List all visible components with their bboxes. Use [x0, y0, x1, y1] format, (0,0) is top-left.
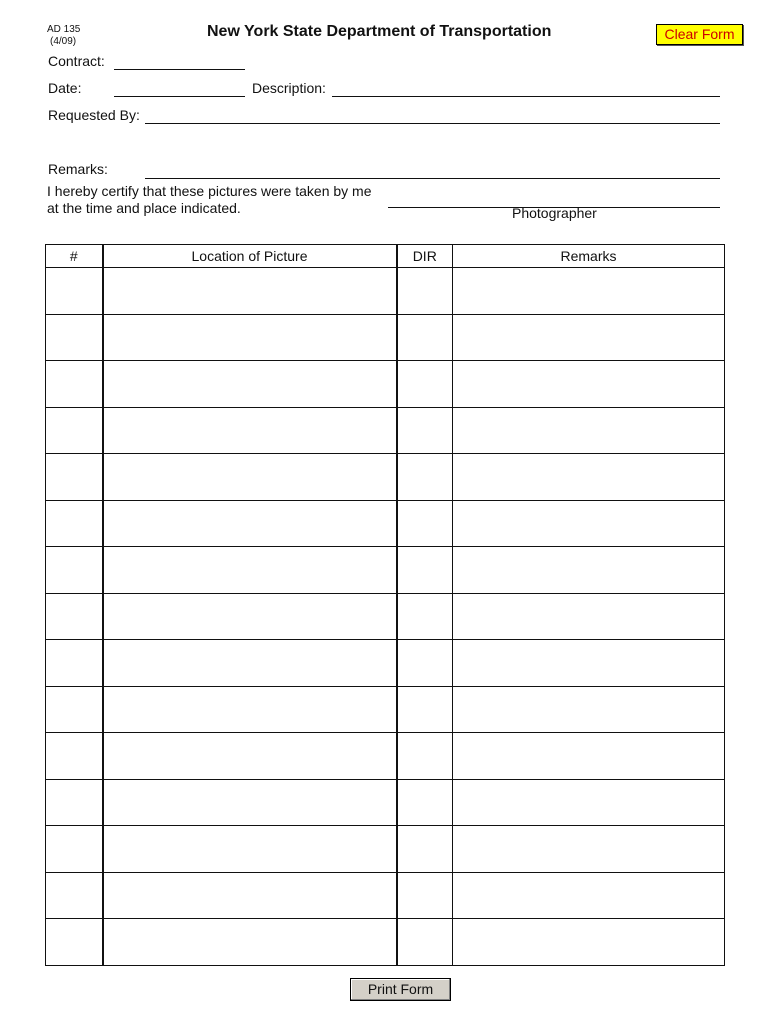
table-row: [46, 454, 725, 501]
location-cell[interactable]: [103, 640, 397, 687]
remarks-cell[interactable]: [453, 547, 725, 594]
number-cell[interactable]: [46, 872, 103, 919]
requested-by-field[interactable]: [145, 123, 720, 124]
number-cell[interactable]: [46, 733, 103, 780]
remarks-cell[interactable]: [453, 454, 725, 501]
location-cell[interactable]: [103, 547, 397, 594]
remarks-cell[interactable]: [453, 314, 725, 361]
print-form-button[interactable]: Print Form: [350, 978, 451, 1001]
location-cell[interactable]: [103, 593, 397, 640]
table-row: [46, 733, 725, 780]
description-label: Description:: [252, 80, 326, 96]
table-row: [46, 826, 725, 873]
number-cell[interactable]: [46, 547, 103, 594]
dir-cell[interactable]: [397, 733, 453, 780]
dir-cell[interactable]: [397, 268, 453, 315]
table-row: [46, 407, 725, 454]
table-row: [46, 779, 725, 826]
remarks-field[interactable]: [145, 178, 720, 179]
certification-text: [47, 183, 387, 217]
dir-cell[interactable]: [397, 640, 453, 687]
clear-form-button[interactable]: Clear Form: [656, 24, 743, 45]
dir-cell[interactable]: [397, 593, 453, 640]
remarks-cell[interactable]: [453, 826, 725, 873]
remarks-cell[interactable]: [453, 361, 725, 408]
remarks-cell[interactable]: [453, 268, 725, 315]
remarks-label: Remarks:: [48, 161, 108, 177]
contract-field[interactable]: [114, 69, 245, 70]
number-cell[interactable]: [46, 779, 103, 826]
dir-cell[interactable]: [397, 826, 453, 873]
number-cell[interactable]: [46, 454, 103, 501]
location-cell[interactable]: [103, 872, 397, 919]
dir-cell[interactable]: [397, 547, 453, 594]
table-row: [46, 500, 725, 547]
form-code: AD 135: [47, 24, 81, 35]
dir-cell[interactable]: [397, 407, 453, 454]
remarks-cell[interactable]: [453, 733, 725, 780]
number-cell[interactable]: [46, 826, 103, 873]
table-row: [46, 872, 725, 919]
location-cell[interactable]: [103, 733, 397, 780]
remarks-cell[interactable]: [453, 640, 725, 687]
table-header-row: [46, 245, 725, 268]
location-cell[interactable]: [103, 686, 397, 733]
table-row: [46, 593, 725, 640]
number-cell[interactable]: [46, 314, 103, 361]
certification-line-2: at the time and place indicated.: [47, 200, 241, 216]
photo-log-table: [45, 244, 725, 966]
location-cell[interactable]: [103, 407, 397, 454]
dir-cell[interactable]: [397, 314, 453, 361]
column-header-number: #: [46, 245, 103, 268]
column-header-location: Location of Picture: [103, 245, 397, 268]
location-cell[interactable]: [103, 919, 397, 966]
dir-cell[interactable]: [397, 919, 453, 966]
requested-by-label: Requested By:: [48, 107, 140, 123]
contract-label: Contract:: [48, 53, 105, 69]
dir-cell[interactable]: [397, 500, 453, 547]
description-field[interactable]: [332, 96, 720, 97]
location-cell[interactable]: [103, 779, 397, 826]
remarks-cell[interactable]: [453, 500, 725, 547]
location-cell[interactable]: [103, 500, 397, 547]
column-header-dir: DIR: [397, 245, 453, 268]
date-label: Date:: [48, 80, 82, 96]
number-cell[interactable]: [46, 919, 103, 966]
dir-cell[interactable]: [397, 872, 453, 919]
page-title: New York State Department of Transportation: [207, 23, 552, 40]
remarks-cell[interactable]: [453, 779, 725, 826]
table-row: [46, 919, 725, 966]
remarks-cell[interactable]: [453, 593, 725, 640]
dir-cell[interactable]: [397, 454, 453, 501]
remarks-cell[interactable]: [453, 407, 725, 454]
remarks-cell[interactable]: [453, 872, 725, 919]
location-cell[interactable]: [103, 826, 397, 873]
number-cell[interactable]: [46, 268, 103, 315]
table-row: [46, 640, 725, 687]
table-row: [46, 268, 725, 315]
dir-cell[interactable]: [397, 361, 453, 408]
remarks-cell[interactable]: [453, 919, 725, 966]
certification-line-1: I hereby certify that these pictures were taken by me: [47, 183, 372, 199]
remarks-cell[interactable]: [453, 686, 725, 733]
number-cell[interactable]: [46, 686, 103, 733]
dir-cell[interactable]: [397, 686, 453, 733]
number-cell[interactable]: [46, 500, 103, 547]
table-body: [46, 268, 725, 966]
location-cell[interactable]: [103, 314, 397, 361]
number-cell[interactable]: [46, 593, 103, 640]
number-cell[interactable]: [46, 640, 103, 687]
table-row: [46, 686, 725, 733]
location-cell[interactable]: [103, 454, 397, 501]
number-cell[interactable]: [46, 361, 103, 408]
column-header-remarks: Remarks: [453, 245, 725, 268]
table-row: [46, 547, 725, 594]
photographer-label: Photographer: [512, 205, 597, 221]
form-revision-date: (4/09): [50, 36, 77, 47]
location-cell[interactable]: [103, 361, 397, 408]
location-cell[interactable]: [103, 268, 397, 315]
table-row: [46, 361, 725, 408]
number-cell[interactable]: [46, 407, 103, 454]
table-row: [46, 314, 725, 361]
dir-cell[interactable]: [397, 779, 453, 826]
date-field[interactable]: [114, 96, 245, 97]
